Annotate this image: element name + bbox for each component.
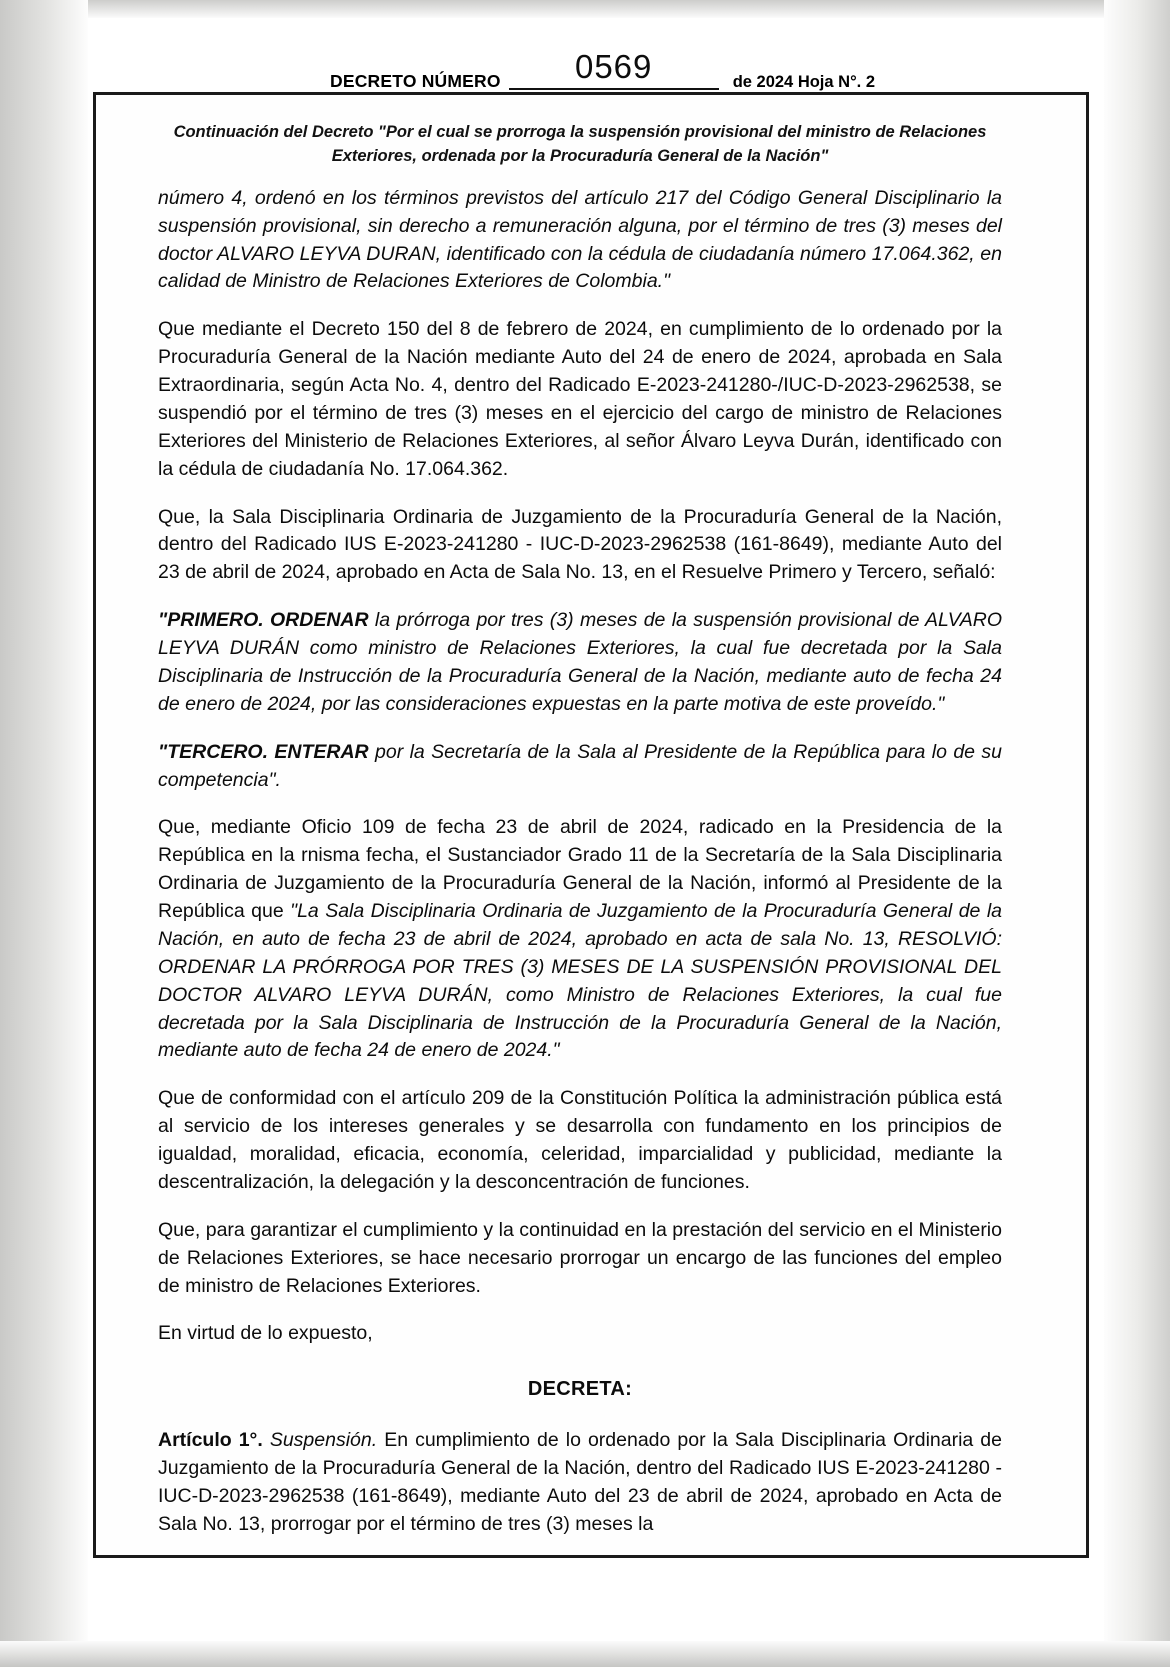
oficio-109-quote: "La Sala Disciplinaria Ordinaria de Juzgamiento de la Procuraduría General de la Nación, en auto de fecha 23 de abril de 2024, aprobado en acta de sala No. 13, RESOLVIÓ: ORDENAR LA PRÓRROGA POR TRES (3) MESES DE LA SUSPENSIÓN PROVISIONAL DEL DOCTOR ALVARO LEYVA DURÁN, como Ministro de Relaciones Exteriores, la cual fue decretada por la Sala Disciplinaria de Instrucción de la Procuraduría General de la Nación, mediante auto de fecha 24 de enero de 2024." — [158, 900, 1003, 1062]
paragraph-en-virtud: En virtud de lo expuesto, — [158, 1322, 373, 1345]
decree-header — [0, 36, 1170, 92]
article-1-suspension — [158, 1427, 1002, 1539]
decree-number-underline — [509, 88, 719, 90]
scan-edge-right — [1104, 0, 1170, 1667]
paragraph-continuidad-servicio: Que, para garantizar el cumplimiento y la continuidad en la prestación del servicio en el Ministerio de Relaciones Exteriores, se hace necesario prorrogar un encargo de las funciones del empleo de ministro de Relaciones Exteriores. — [158, 1218, 1002, 1297]
paragraph-resuelve-tercero — [158, 739, 1002, 795]
continuation-subtitle: Continuación del Decreto "Por el cual se prorroga la suspensión provisional del ministro de Relaciones Exteriores, ordenada por la Procuraduría General de la Nación" — [173, 123, 987, 165]
oficio-109-intro: Que, mediante Oficio 109 de fecha 23 de abril de 2024, radicado en la Presidencia de la República en la rnisma fecha, el Sustanciador Grado 11 de la Secretaría de la Sala Disciplinaria Ordinaria de Juzgamiento de la Procuraduría General de la Nación, informó al Presidente de la República que — [158, 816, 1002, 923]
article-1-rubric: Suspensión. — [262, 1429, 378, 1452]
paragraph-articulo-209: Que de conformidad con el artículo 209 de la Constitución Política la administración pública está al servicio de los intereses generales y se desarrolla con fundamento en los principios de igualdad, moralidad, eficacia, economía, celeridad, imparcialidad y publicidad, mediante la descentralización, la delegación y la desconcentración de funciones. — [158, 1087, 1002, 1193]
paragraph-decreto-150: Que mediante el Decreto 150 del 8 de febrero de 2024, en cumplimiento de lo ordenado por la Procuraduría General de la Nación mediante Auto del 24 de enero de 2024, aprobada en Sala Extraordinaria, según Acta No. 4, dentro del Radicado E-2023-241280-/IUC-D-2023-2962538, se suspendió por el término de tres (3) meses en el ejercicio del cargo de ministro de Relaciones Exteriores del Ministerio de Relaciones Exteriores, al señor Álvaro Leyva Durán, identificado con la cédula de ciudadanía No. 17.064.362. — [158, 318, 1002, 480]
decree-header-row — [330, 48, 876, 92]
decreta-heading: DECRETA: — [527, 1378, 633, 1401]
decree-number-label: DECRETO NÚMERO — [330, 70, 501, 91]
resuelve-tercero-label: "TERCERO. ENTERAR — [158, 740, 369, 763]
decree-number-value: 0569 — [574, 48, 653, 85]
scan-edge-left — [0, 0, 88, 1667]
resuelve-primero-label: "PRIMERO. ORDENAR — [158, 609, 369, 632]
paragraph-sala-disciplinaria: Que, la Sala Disciplinaria Ordinaria de Juzgamiento de la Procuraduría General de la Nación, dentro del Radicado IUS E-2023-241280 - IUC-D-2023-2962538 (161-8649), mediante Auto del 23 de abril de 2024, aprobado en Acta de Sala No. 13, en el Resuelve Primero y Tercero, señaló: — [158, 505, 1002, 584]
scan-edge-bottom — [0, 1641, 1170, 1667]
article-1-text: En cumplimiento de lo ordenado por la Sala Disciplinaria Ordinaria de Juzgamiento de la Procuraduría General de la Nación, dentro del Radicado IUS E-2023-241280 - IUC-D-2023-2962538 (161-8649), mediante Auto del 23 de abril de 2024, aprobado en Acta de Sala No. 13, prorrogar por el término de tres (3) meses la — [158, 1429, 1002, 1535]
scan-edge-top — [0, 0, 1170, 18]
paragraph-continuation-quote: número 4, ordenó en los términos previstos del artículo 217 del Código General Disciplinario la suspensión provisional, sin derecho a remuneración alguna, por el término de tres (3) meses del doctor ALVARO LEYVA DURAN, identificado con la cédula de ciudadanía número 17.064.362, en calidad de Ministro de Relaciones Exteriores de Colombia." — [158, 186, 1002, 293]
resuelve-primero-text: la prórroga por tres (3) meses de la suspensión provisional de ALVARO LEYVA DURÁN como ministro de Relaciones Exteriores, la cual fue decretada por la Sala Disciplinaria de Instrucción de la Procuraduría General de la Nación, mediante auto de fecha 24 de enero de 2024, por las consideraciones expuestas en la parte motiva de este proveído." — [158, 609, 1002, 715]
paragraph-oficio-109 — [158, 814, 1002, 1065]
decree-year-page-label: de 2024 Hoja N°. 2 — [732, 72, 876, 91]
paragraph-resuelve-primero — [158, 607, 1002, 719]
document-frame — [93, 92, 1089, 1558]
article-1-number: Artículo 1°. — [158, 1429, 263, 1452]
decree-number-field — [509, 48, 719, 92]
document-body — [158, 121, 1002, 1559]
resuelve-tercero-text: por la Secretaría de la Sala al Presidente de la República para lo de su competencia". — [158, 740, 1002, 791]
